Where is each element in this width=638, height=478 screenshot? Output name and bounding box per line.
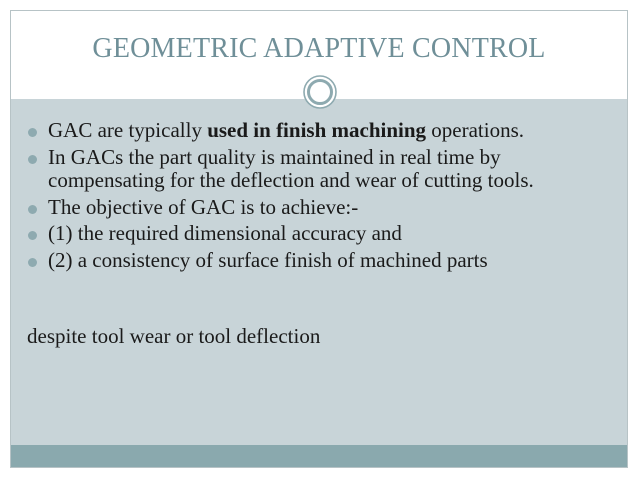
bullet-icon [28,205,37,214]
bullet-text: In GACs the part quality is maintained in real time by compensating for the deflection and wear of cutting tools. [48,144,534,192]
bullet-item [25,146,615,193]
bullet-item [25,222,615,246]
slide-title: GEOMETRIC ADAPTIVE CONTROL [92,33,546,64]
bullet-text: operations. [426,118,525,142]
bullet-icon [28,231,37,240]
bullet-text: GAC are typically [48,118,208,142]
bullet-icon [28,155,37,164]
bullet-icon [28,258,37,267]
content-area [11,99,627,445]
bullet-list [25,119,615,275]
bullet-text: (2) a consistency of surface finish of machined parts [48,247,488,272]
bullet-item [25,119,615,143]
bullet-text: The objective of GAC is to achieve:- [48,194,359,219]
double-ring-circle-icon [303,75,337,109]
slide-frame [10,10,628,468]
bullet-text: (1) the required dimensional accuracy and [48,221,402,245]
bullet-icon [28,128,37,137]
bullet-item [25,196,615,220]
bullet-item [25,249,615,273]
trailing-text: despite tool wear or tool deflection [27,324,321,348]
footer-bar [11,445,627,467]
bullet-bold-text: used in finish machining [207,118,427,142]
